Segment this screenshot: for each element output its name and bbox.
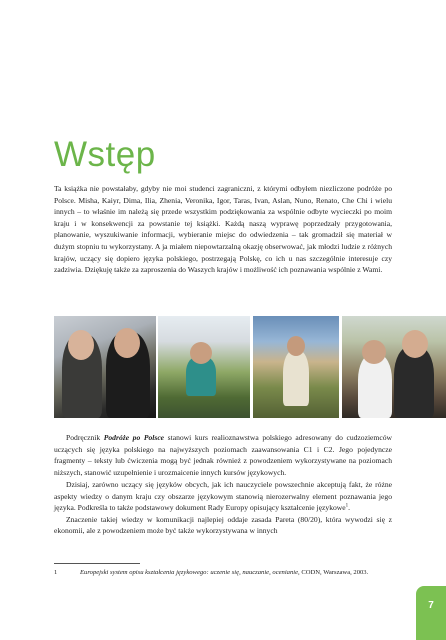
paragraph-text: Znaczenie takiej wiedzy w komunikacji najlepiej oddaje zasada Pareta (80/20), która wywodzi się z ekonomii, ale z powodzeniem może być także wykorzystywana w innych bbox=[54, 514, 392, 536]
footnote-divider bbox=[54, 563, 140, 564]
footnote-number: 1 bbox=[54, 569, 58, 576]
paragraph-text: Podręcznik bbox=[66, 433, 104, 442]
face-shape bbox=[114, 328, 140, 358]
course-description-paragraph bbox=[54, 432, 392, 478]
footnote-text bbox=[80, 568, 392, 578]
page-number-tab bbox=[416, 586, 446, 640]
footnote-publisher: , CODN, Warszawa, 2003. bbox=[298, 569, 369, 576]
person-figure bbox=[283, 350, 309, 406]
face-shape bbox=[362, 340, 386, 364]
photo-strip bbox=[54, 316, 446, 418]
face-shape bbox=[287, 336, 305, 356]
book-title: Podróże po Polsce bbox=[103, 433, 165, 442]
paragraph-text: . bbox=[348, 503, 351, 513]
face-shape bbox=[402, 330, 428, 358]
page-number: 7 bbox=[428, 600, 434, 611]
footnote-reference[interactable]: 1 bbox=[345, 503, 349, 509]
photo-student-at-palace bbox=[253, 316, 339, 418]
intro-paragraph: Ta książka nie powstałaby, gdyby nie moi studenci zagraniczni, z którymi odbyłem niezliczone podróże po Polsce. Misha, Kaiyr, Dima, Ilia, Zhenia, Veronika, Igor, Taras, Ivan, Aslan, Nuno, Renato, Che Chi i wielu innych – to właśnie im należą się przede wszystkim podziękowania za wspólnie odbyte wycieczki po moim kraju i w konsekwencji za powstanie tej książki. Każdą naszą wyprawę poprzedzały przygotowania, planowanie, wyszukiwanie informacji, wybieranie miejsc do odwiedzenia – tak gromadził się materiał w dużym stopniu tu wykorzystany. A ja miałem niepowtarzalną okazję obserwować, jak młodzi ludzie z różnych krajów, uczący się dopiero języka polskiego, postrzegają Polskę, co ich u nas szczególnie interesuje czy zadziwia. Dziękuję także za zaproszenia do Waszych krajów i możliwość ich poznawania wspólnie z Wami. bbox=[54, 184, 392, 275]
footnote-source-title: Europejski system opisu kształcenia językowego: uczenie się, nauczanie, ocenianie bbox=[80, 569, 299, 576]
page-title: Wstęp bbox=[54, 135, 156, 174]
footnote bbox=[54, 568, 392, 578]
photo-two-students bbox=[54, 316, 156, 418]
paragraph-text: Dzisiaj, zarówno uczący się języków obcych, jak ich nauczyciele powszechnie akceptują fakt, że różne aspekty wiedzy o danym kraju czy obszarze językowym stanowią nierozerwalny element poznawania jego języka. Podkreśla to także podstawowy dokument Rady Europy opisujący kształcenie językowe bbox=[54, 480, 392, 513]
photo-student-in-park bbox=[158, 316, 250, 418]
face-shape bbox=[68, 330, 94, 360]
photo-friends-selfie bbox=[342, 316, 446, 418]
culture-knowledge-paragraph bbox=[54, 479, 392, 537]
face-shape bbox=[190, 342, 212, 364]
paragraph-text: stanowi kurs realioznawstwa polskiego adresowany do cudzoziemców uczących się języka polskiego na najwyższych poziomach zaawansowania C1 i C2. Jego pojedyncze fragmenty – teksty lub ćwiczenia mogą być jednak również z powodzeniem wykorzystywane na poziomach niższych, stanowić uzupełnienie i urozmaicenie innych kursów językowych. bbox=[54, 433, 392, 477]
